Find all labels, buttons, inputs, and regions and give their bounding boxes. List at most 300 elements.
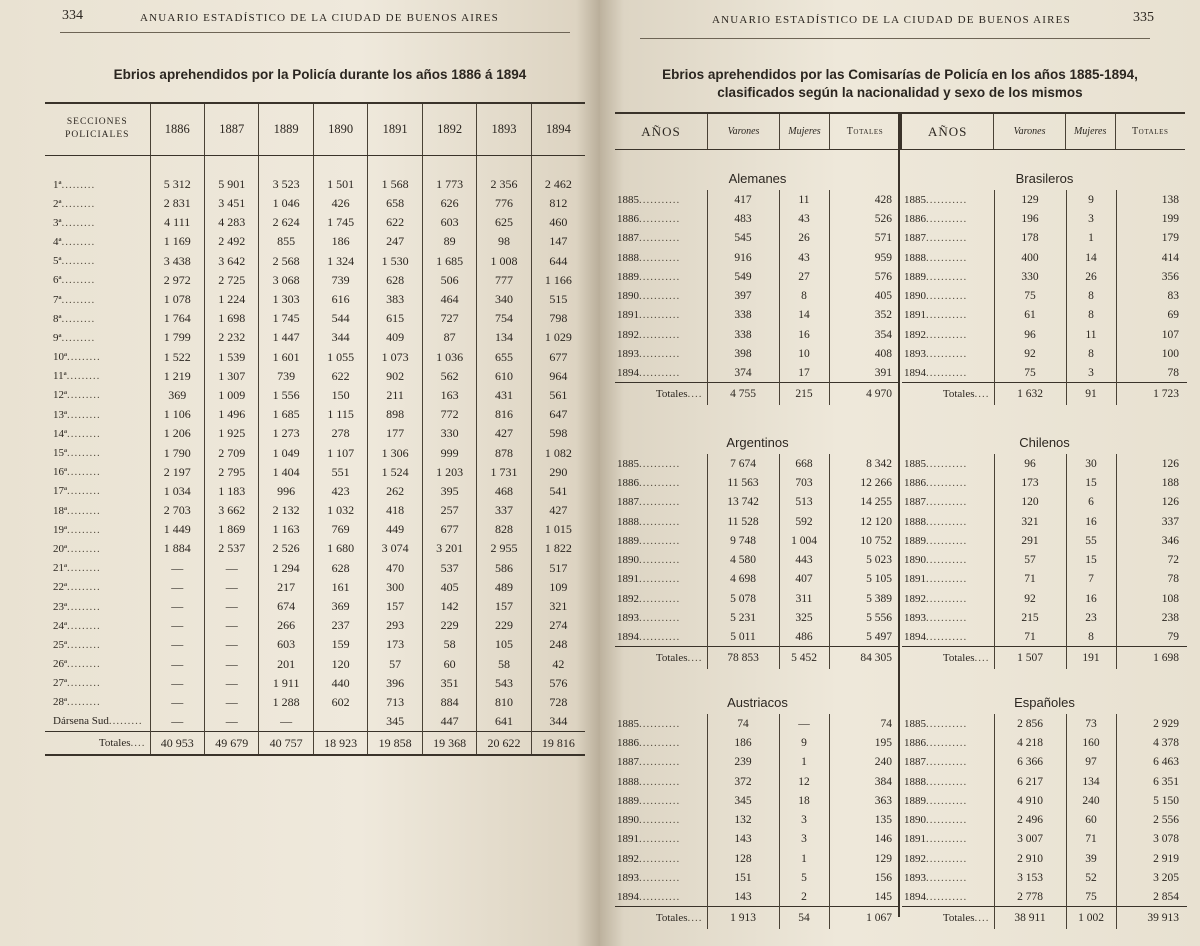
cell-value: 2 492 (204, 232, 258, 251)
total-mujeres: 54 (779, 907, 829, 929)
cell-value: 855 (259, 232, 313, 251)
cell-value: — (204, 674, 258, 693)
section-name: 6ª (53, 274, 62, 287)
cell-value: 561 (531, 386, 585, 405)
leader-dots: ........... (639, 270, 681, 283)
table-row (615, 454, 900, 473)
section-label (45, 271, 150, 290)
cell-value: 1 107 (313, 443, 367, 462)
leader-dots: ........... (639, 872, 681, 885)
cell-value: 2 568 (259, 252, 313, 271)
cell-value: 1 522 (150, 348, 204, 367)
leader-dots: ........... (639, 554, 681, 567)
section-label (45, 367, 150, 386)
nationality-block (902, 692, 1187, 929)
table-row (45, 405, 585, 424)
cell-value: 628 (313, 559, 367, 578)
cell-value: 293 (368, 616, 422, 635)
table-row (902, 753, 1187, 772)
varones-value: 330 (994, 267, 1066, 286)
varones-value: 96 (994, 325, 1066, 344)
leader-dots: ........... (926, 534, 968, 547)
year-text: 1893 (904, 612, 926, 625)
totales-value: 195 (829, 733, 900, 752)
mujeres-value: 97 (1066, 753, 1116, 772)
leader-dots: .... (974, 388, 990, 401)
year-header: 1893 (477, 103, 531, 155)
mujeres-value: 240 (1066, 791, 1116, 810)
cell-value: 262 (368, 482, 422, 501)
varones-value: 6 217 (994, 772, 1066, 791)
year-text: 1886 (904, 736, 926, 749)
cell-value: 3 451 (204, 194, 258, 213)
mujeres-value: 11 (1066, 325, 1116, 344)
totales-value: 2 556 (1116, 810, 1187, 829)
year-label (615, 493, 707, 512)
total-mujeres: 5 452 (779, 647, 829, 669)
cell-value: 142 (422, 597, 476, 616)
totales-value: 240 (829, 753, 900, 772)
sections-table-header (45, 103, 585, 155)
cell-value: 2 831 (150, 194, 204, 213)
cell-value: 98 (477, 232, 531, 251)
header-totales: Totales (1115, 114, 1186, 149)
leader-dots: ........... (926, 309, 968, 322)
totales-value: 107 (1116, 325, 1187, 344)
totales-value: 145 (829, 888, 900, 907)
cell-value: 58 (422, 635, 476, 654)
year-text: 1887 (904, 756, 926, 769)
cell-value: 2 972 (150, 271, 204, 290)
nationality-header-right (900, 112, 1185, 150)
section-name: 8ª (53, 312, 62, 325)
year-text: 1887 (617, 232, 639, 245)
table-row (615, 628, 900, 647)
leader-dots: ......... (67, 658, 101, 671)
leader-dots: ........... (926, 476, 968, 489)
leader-dots: ......... (67, 600, 101, 613)
varones-value: 7 674 (707, 454, 779, 473)
year-label (615, 209, 707, 228)
varones-value: 338 (707, 325, 779, 344)
totales-value: 391 (829, 364, 900, 383)
leader-dots: .... (974, 652, 990, 665)
cell-value: 3 523 (259, 155, 313, 194)
nationality-block (615, 168, 900, 405)
year-label (902, 190, 994, 209)
year-label (615, 229, 707, 248)
table-row (902, 810, 1187, 829)
table-row (45, 348, 585, 367)
cell-value: 217 (259, 578, 313, 597)
varones-value: 291 (994, 531, 1066, 550)
table-row (45, 443, 585, 462)
table-row (902, 344, 1187, 363)
cell-value: 211 (368, 386, 422, 405)
totals-row (902, 383, 1187, 405)
cell-value: 3 642 (204, 252, 258, 271)
varones-value: 6 366 (994, 753, 1066, 772)
varones-value: 549 (707, 267, 779, 286)
totales-value: 146 (829, 830, 900, 849)
leader-dots: ......... (67, 408, 101, 421)
cell-value: 1 745 (259, 309, 313, 328)
cell-value: 2 197 (150, 463, 204, 482)
table-row (615, 589, 900, 608)
year-label (902, 325, 994, 344)
year-label (902, 589, 994, 608)
cell-value: 1 869 (204, 520, 258, 539)
totals-label-text: Totales (98, 737, 131, 749)
table-row (902, 714, 1187, 733)
section-name: 4ª (53, 235, 62, 248)
year-label (902, 868, 994, 887)
totales-value: 4 378 (1116, 733, 1187, 752)
varones-value: 11 563 (707, 473, 779, 492)
section-name: 22ª (53, 581, 68, 594)
varones-value: 2 856 (994, 714, 1066, 733)
mujeres-value: 30 (1066, 454, 1116, 473)
cell-value: 798 (531, 309, 585, 328)
leader-dots: ........... (926, 193, 968, 206)
mujeres-value: 703 (779, 473, 829, 492)
year-label (615, 608, 707, 627)
nationality-name: Alemanes (728, 171, 787, 186)
year-text: 1887 (904, 496, 926, 509)
cell-value: 644 (531, 252, 585, 271)
leader-dots: ........... (926, 736, 968, 749)
year-text: 1886 (904, 476, 926, 489)
table-row (902, 512, 1187, 531)
varones-value: 916 (707, 248, 779, 267)
total-value: 49 679 (204, 731, 258, 755)
section-label (45, 405, 150, 424)
nationality-table (902, 714, 1187, 929)
cell-value: 999 (422, 443, 476, 462)
cell-value: 878 (477, 443, 531, 462)
cell-value: 598 (531, 424, 585, 443)
cell-value: 337 (477, 501, 531, 520)
leader-dots: ......... (67, 619, 101, 632)
cell-value: 173 (368, 635, 422, 654)
section-name: 9ª (53, 331, 62, 344)
leader-dots: ......... (67, 696, 101, 709)
leader-dots: ........... (926, 212, 968, 225)
leader-dots: ......... (67, 523, 101, 536)
cell-value: 1 032 (313, 501, 367, 520)
varones-value: 143 (707, 830, 779, 849)
varones-value: 61 (994, 306, 1066, 325)
mujeres-value: 8 (1066, 628, 1116, 647)
table-row (902, 868, 1187, 887)
year-text: 1890 (617, 554, 639, 567)
leader-dots: ........... (639, 515, 681, 528)
table-row (902, 550, 1187, 569)
cell-value: 1 163 (259, 520, 313, 539)
section-label (45, 674, 150, 693)
cell-value: 625 (477, 213, 531, 232)
table-row (615, 791, 900, 810)
year-text: 1888 (617, 775, 639, 788)
cell-value: 658 (368, 194, 422, 213)
year-text: 1889 (617, 270, 639, 283)
table-row (615, 306, 900, 325)
table-row (615, 286, 900, 305)
year-text: 1885 (904, 717, 926, 730)
year-label (902, 454, 994, 473)
totales-value: 6 463 (1116, 753, 1187, 772)
totales-value: 5 497 (829, 628, 900, 647)
year-text: 1889 (904, 534, 926, 547)
cell-value: 739 (313, 271, 367, 290)
table-row (45, 578, 585, 597)
cell-value: 812 (531, 194, 585, 213)
totales-value: 571 (829, 229, 900, 248)
leader-dots: ......... (67, 638, 101, 651)
cell-value: 464 (422, 290, 476, 309)
table-row (615, 267, 900, 286)
leader-dots: .... (687, 388, 703, 401)
cell-value: 1 501 (313, 155, 367, 194)
cell-value: 2 132 (259, 501, 313, 520)
cell-value: 2 709 (204, 443, 258, 462)
mujeres-value: 14 (1066, 248, 1116, 267)
cell-value: 1 447 (259, 328, 313, 347)
cell-value: — (204, 693, 258, 712)
varones-value: 4 698 (707, 570, 779, 589)
leader-dots: ......... (61, 274, 96, 287)
mujeres-value: 26 (1066, 267, 1116, 286)
cell-value: 134 (477, 328, 531, 347)
cell-value: — (150, 578, 204, 597)
leader-dots: ........... (639, 328, 681, 341)
section-label (45, 482, 150, 501)
table-row (45, 155, 585, 194)
leader-dots: ........... (639, 290, 681, 303)
section-label (45, 309, 150, 328)
leader-dots: ........... (926, 457, 968, 470)
cell-value: — (150, 616, 204, 635)
year-label (615, 772, 707, 791)
year-text: 1891 (617, 309, 639, 322)
year-label (615, 344, 707, 363)
total-value: 19 816 (531, 731, 585, 755)
section-label (45, 597, 150, 616)
year-label (902, 344, 994, 363)
running-head-text-left: ANUARIO ESTADÍSTICO DE LA CIUDAD DE BUENOS AIRES (140, 12, 499, 24)
header-secciones: SECCIONES POLICIALES (45, 103, 150, 155)
table-row (615, 570, 900, 589)
year-label (615, 286, 707, 305)
leader-dots: ......... (67, 562, 101, 575)
year-label (615, 364, 707, 383)
year-label (902, 286, 994, 305)
header-varones: Varones (993, 114, 1065, 149)
leader-dots: ........... (639, 573, 681, 586)
year-text: 1892 (617, 852, 639, 865)
cell-value: 1 203 (422, 463, 476, 482)
cell-value: 266 (259, 616, 313, 635)
cell-value: 60 (422, 655, 476, 674)
cell-value: 1 745 (313, 213, 367, 232)
totals-label (902, 907, 994, 929)
total-mujeres: 1 002 (1066, 907, 1116, 929)
totales-value: 408 (829, 344, 900, 363)
mujeres-value: 60 (1066, 810, 1116, 829)
year-text: 1889 (617, 534, 639, 547)
table-row (615, 810, 900, 829)
cell-value: 1 183 (204, 482, 258, 501)
mujeres-value: 15 (1066, 473, 1116, 492)
totals-label-text: Totales (942, 388, 975, 401)
cell-value: 345 (368, 712, 422, 731)
cell-value: 674 (259, 597, 313, 616)
year-label (902, 753, 994, 772)
table-row (902, 791, 1187, 810)
leader-dots: ......... (67, 677, 101, 690)
leader-dots: ......... (61, 312, 96, 325)
varones-value: 372 (707, 772, 779, 791)
table-row (902, 772, 1187, 791)
totales-value: 10 752 (829, 531, 900, 550)
mujeres-value: 75 (1066, 888, 1116, 907)
cell-value: 300 (368, 578, 422, 597)
year-label (615, 868, 707, 887)
totales-value: 526 (829, 209, 900, 228)
total-value: 40 757 (259, 731, 313, 755)
year-label (902, 209, 994, 228)
mujeres-value: 23 (1066, 608, 1116, 627)
year-text: 1890 (617, 290, 639, 303)
varones-value: 75 (994, 364, 1066, 383)
table-row (615, 868, 900, 887)
cell-value: 2 526 (259, 539, 313, 558)
cell-value: 1 911 (259, 674, 313, 693)
total-totales: 1 723 (1116, 383, 1187, 405)
table-row (902, 286, 1187, 305)
section-label (45, 463, 150, 482)
varones-value: 4 580 (707, 550, 779, 569)
section-name: 7ª (53, 293, 62, 306)
year-text: 1894 (617, 367, 639, 380)
total-varones: 4 755 (707, 383, 779, 405)
cell-value: — (204, 597, 258, 616)
table-row (45, 712, 585, 731)
cell-value: 576 (531, 674, 585, 693)
table-row (45, 501, 585, 520)
totales-value: 238 (1116, 608, 1187, 627)
section-name: 17ª (53, 485, 68, 498)
totales-value: 72 (1116, 550, 1187, 569)
varones-value: 4 218 (994, 733, 1066, 752)
leader-dots: ........... (926, 612, 968, 625)
section-name: 27ª (53, 677, 68, 690)
totales-value: 2 854 (1116, 888, 1187, 907)
year-label (902, 550, 994, 569)
cell-value: 395 (422, 482, 476, 501)
year-label (902, 888, 994, 907)
year-label (615, 512, 707, 531)
totals-label (902, 647, 994, 669)
section-name: 2ª (53, 197, 62, 210)
cell-value: 777 (477, 271, 531, 290)
year-text: 1892 (904, 852, 926, 865)
cell-value: 57 (368, 655, 422, 674)
year-text: 1887 (617, 756, 639, 769)
varones-value: 71 (994, 628, 1066, 647)
mujeres-value: 8 (779, 286, 829, 305)
leader-dots: ......... (67, 581, 101, 594)
year-text: 1887 (617, 496, 639, 509)
mujeres-value: 26 (779, 229, 829, 248)
table-row (615, 830, 900, 849)
mujeres-value: 8 (1066, 344, 1116, 363)
varones-value: 75 (994, 286, 1066, 305)
year-label (615, 267, 707, 286)
cell-value: 237 (313, 616, 367, 635)
leader-dots: ........... (926, 756, 968, 769)
table-row (45, 674, 585, 693)
year-text: 1891 (617, 833, 639, 846)
mujeres-value: 16 (1066, 512, 1116, 531)
leader-dots: ........... (639, 367, 681, 380)
cell-value: 616 (313, 290, 367, 309)
totales-value: 78 (1116, 570, 1187, 589)
totales-value: 12 266 (829, 473, 900, 492)
table-row (615, 608, 900, 627)
table-row (615, 888, 900, 907)
right-page (600, 0, 1200, 946)
totals-label-text: Totales (942, 652, 975, 665)
cell-value: — (259, 712, 313, 731)
totals-row (45, 731, 585, 755)
mujeres-value: 18 (779, 791, 829, 810)
cell-value: 964 (531, 367, 585, 386)
section-label (45, 386, 150, 405)
mujeres-value: 1 (779, 753, 829, 772)
header-anos: AÑOS (927, 123, 968, 139)
section-name: 19ª (53, 523, 68, 536)
table-row (615, 229, 900, 248)
table-row (615, 733, 900, 752)
leader-dots: ......... (61, 216, 96, 229)
year-text: 1890 (904, 554, 926, 567)
totales-value: 414 (1116, 248, 1187, 267)
cell-value: 161 (313, 578, 367, 597)
table-row (45, 424, 585, 443)
header-mujeres: Mujeres (779, 114, 829, 149)
cell-value: 344 (313, 328, 367, 347)
cell-value: 544 (313, 309, 367, 328)
leader-dots: ........... (926, 872, 968, 885)
table-row (615, 473, 900, 492)
year-text: 1891 (904, 573, 926, 586)
header-anos: AÑOS (641, 123, 681, 139)
cell-value: 109 (531, 578, 585, 597)
varones-value: 92 (994, 344, 1066, 363)
totales-value: 959 (829, 248, 900, 267)
table-row (615, 248, 900, 267)
totales-value: 5 556 (829, 608, 900, 627)
cell-value: 1 539 (204, 348, 258, 367)
cell-value: 290 (531, 463, 585, 482)
year-text: 1886 (617, 476, 639, 489)
table-row (45, 597, 585, 616)
leader-dots: ........... (639, 852, 681, 865)
table-row (615, 714, 900, 733)
year-text: 1885 (904, 193, 926, 206)
cell-value: — (150, 674, 204, 693)
